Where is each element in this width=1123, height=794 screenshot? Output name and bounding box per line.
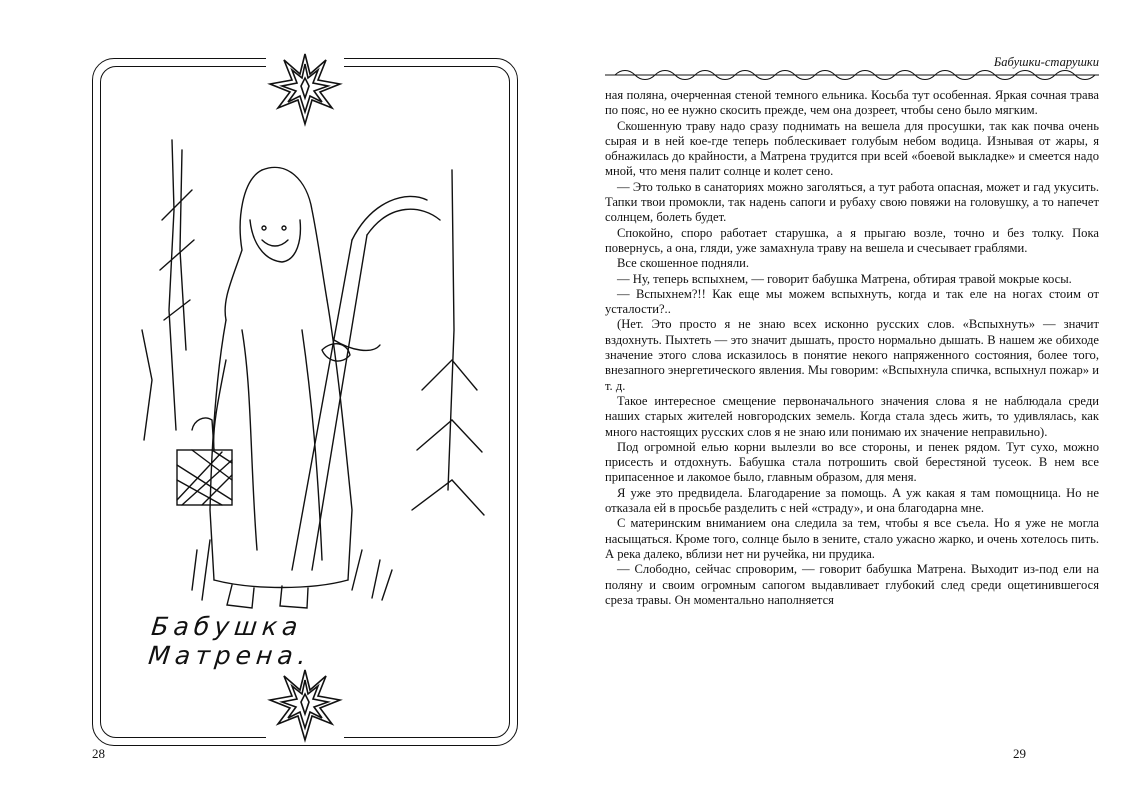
star-ornament-icon — [266, 666, 344, 744]
illustration-caption: Бабушка Матрена. — [146, 612, 313, 670]
paragraph: — Ну, теперь вспыхнем, — говорит бабушка Матрена, обтирая травой мокрые косы. — [617, 271, 1072, 286]
paragraph: Под огромной елью корни вылезли во все стороны, и пенек рядом. Тут сухо, можно присесть и отдохнуть. Бабушка стала потрошить свой берестяной тусеок. В нем все припасенное и лакомое было, главным образом, для меня. — [605, 439, 1099, 485]
paragraph: — Это только в санаториях можно заголяться, а тут работа опасная, может и гад укусить. Тапки твои промокли, так надень сапоги и рубаху свою повяжи на головушку, а то напечет солнцем, болеть будет. — [605, 179, 1099, 225]
page-number-left: 28 — [92, 746, 105, 761]
paragraph: Я уже это предвидела. Благодарение за помощь. А уж какая я там помощница. Но не отказала ей в просьбе разделить с ней «страду», и она благодарна мне. — [605, 485, 1099, 516]
left-page — [0, 0, 561, 794]
paragraph: Все скошенное подняли. — [617, 256, 749, 271]
paragraph: С материнским вниманием она следила за тем, чтобы я все съела. Но я уже не могла насыщаться. Кроме того, солнце было в зените, стало ужасно жарко, и очень хотелось пить. А река далеко, вблизи нет ни ручейка, ни прудика. — [605, 516, 1099, 561]
paragraph: — Слободно, сейчас спроворим, — говорит бабушка Матрена. Выходит из-под ели на поляну и своим огромным сапогом выдавливает глубокий след среди ощетинившегося среза травы. Он моментально наполняется — [605, 562, 1099, 607]
paragraph: Такое интересное смещение первоначального значения слова я не наблюдала среди наших старых жителей новгородских земель. Когда стала здесь жить, то удивлялась, как много настоящих русских слов я не знаю или понимаю их значение неправильно). — [605, 393, 1099, 439]
sketch-illustration — [122, 130, 488, 610]
star-ornament-icon — [266, 50, 344, 128]
right-page — [561, 0, 1123, 794]
ornamental-rule-icon — [605, 68, 1099, 82]
paragraph: — Вспыхнем?!! Как еще мы можем вспыхнуть, когда и так еле на ногах стоим от усталости?.. — [605, 286, 1099, 317]
running-head: Бабушки-старушки — [993, 55, 1099, 69]
page-number-right: 29 — [1013, 746, 1026, 761]
body-text — [605, 88, 1099, 608]
paragraph: ная поляна, очерченная стеной темного ельника. Косьба тут особенная. Яркая сочная трава по пояс, но ее нужно скосить прежде, чем она дозреет, чтобы сено было мягким. — [605, 88, 1099, 118]
paragraph: (Нет. Это просто я не знаю всех исконно русских слов. «Вспыхнуть» — значит вздохнуть. Пыхтеть — это значит дышать, просто нормально дышать. В нашем же обиходе значение этого слова исказилось в понятие некого напряженного состояния, более того, внезапного энергетического явления. Мы говорим: «Вспыхнула спичка, вспыхнул пожар» и т. д. — [605, 317, 1099, 393]
paragraph: Спокойно, споро работает старушка, а я прыгаю возле, точно и без толку. Пока повернусь, а она, гляди, уже замахнула траву на вешела и счесывает граблями. — [605, 225, 1099, 255]
paragraph: Скошенную траву надо сразу поднимать на вешела для просушки, так как почва очень сырая и в ней кое-где теперь поблескивает голубым небом водица. Изнывая от жары, я обнажилась до крайности, а Матрена трудится при всей «боевой выкладке» и смеется надо мной, что меня палит солнце и колет сено. — [605, 118, 1099, 179]
